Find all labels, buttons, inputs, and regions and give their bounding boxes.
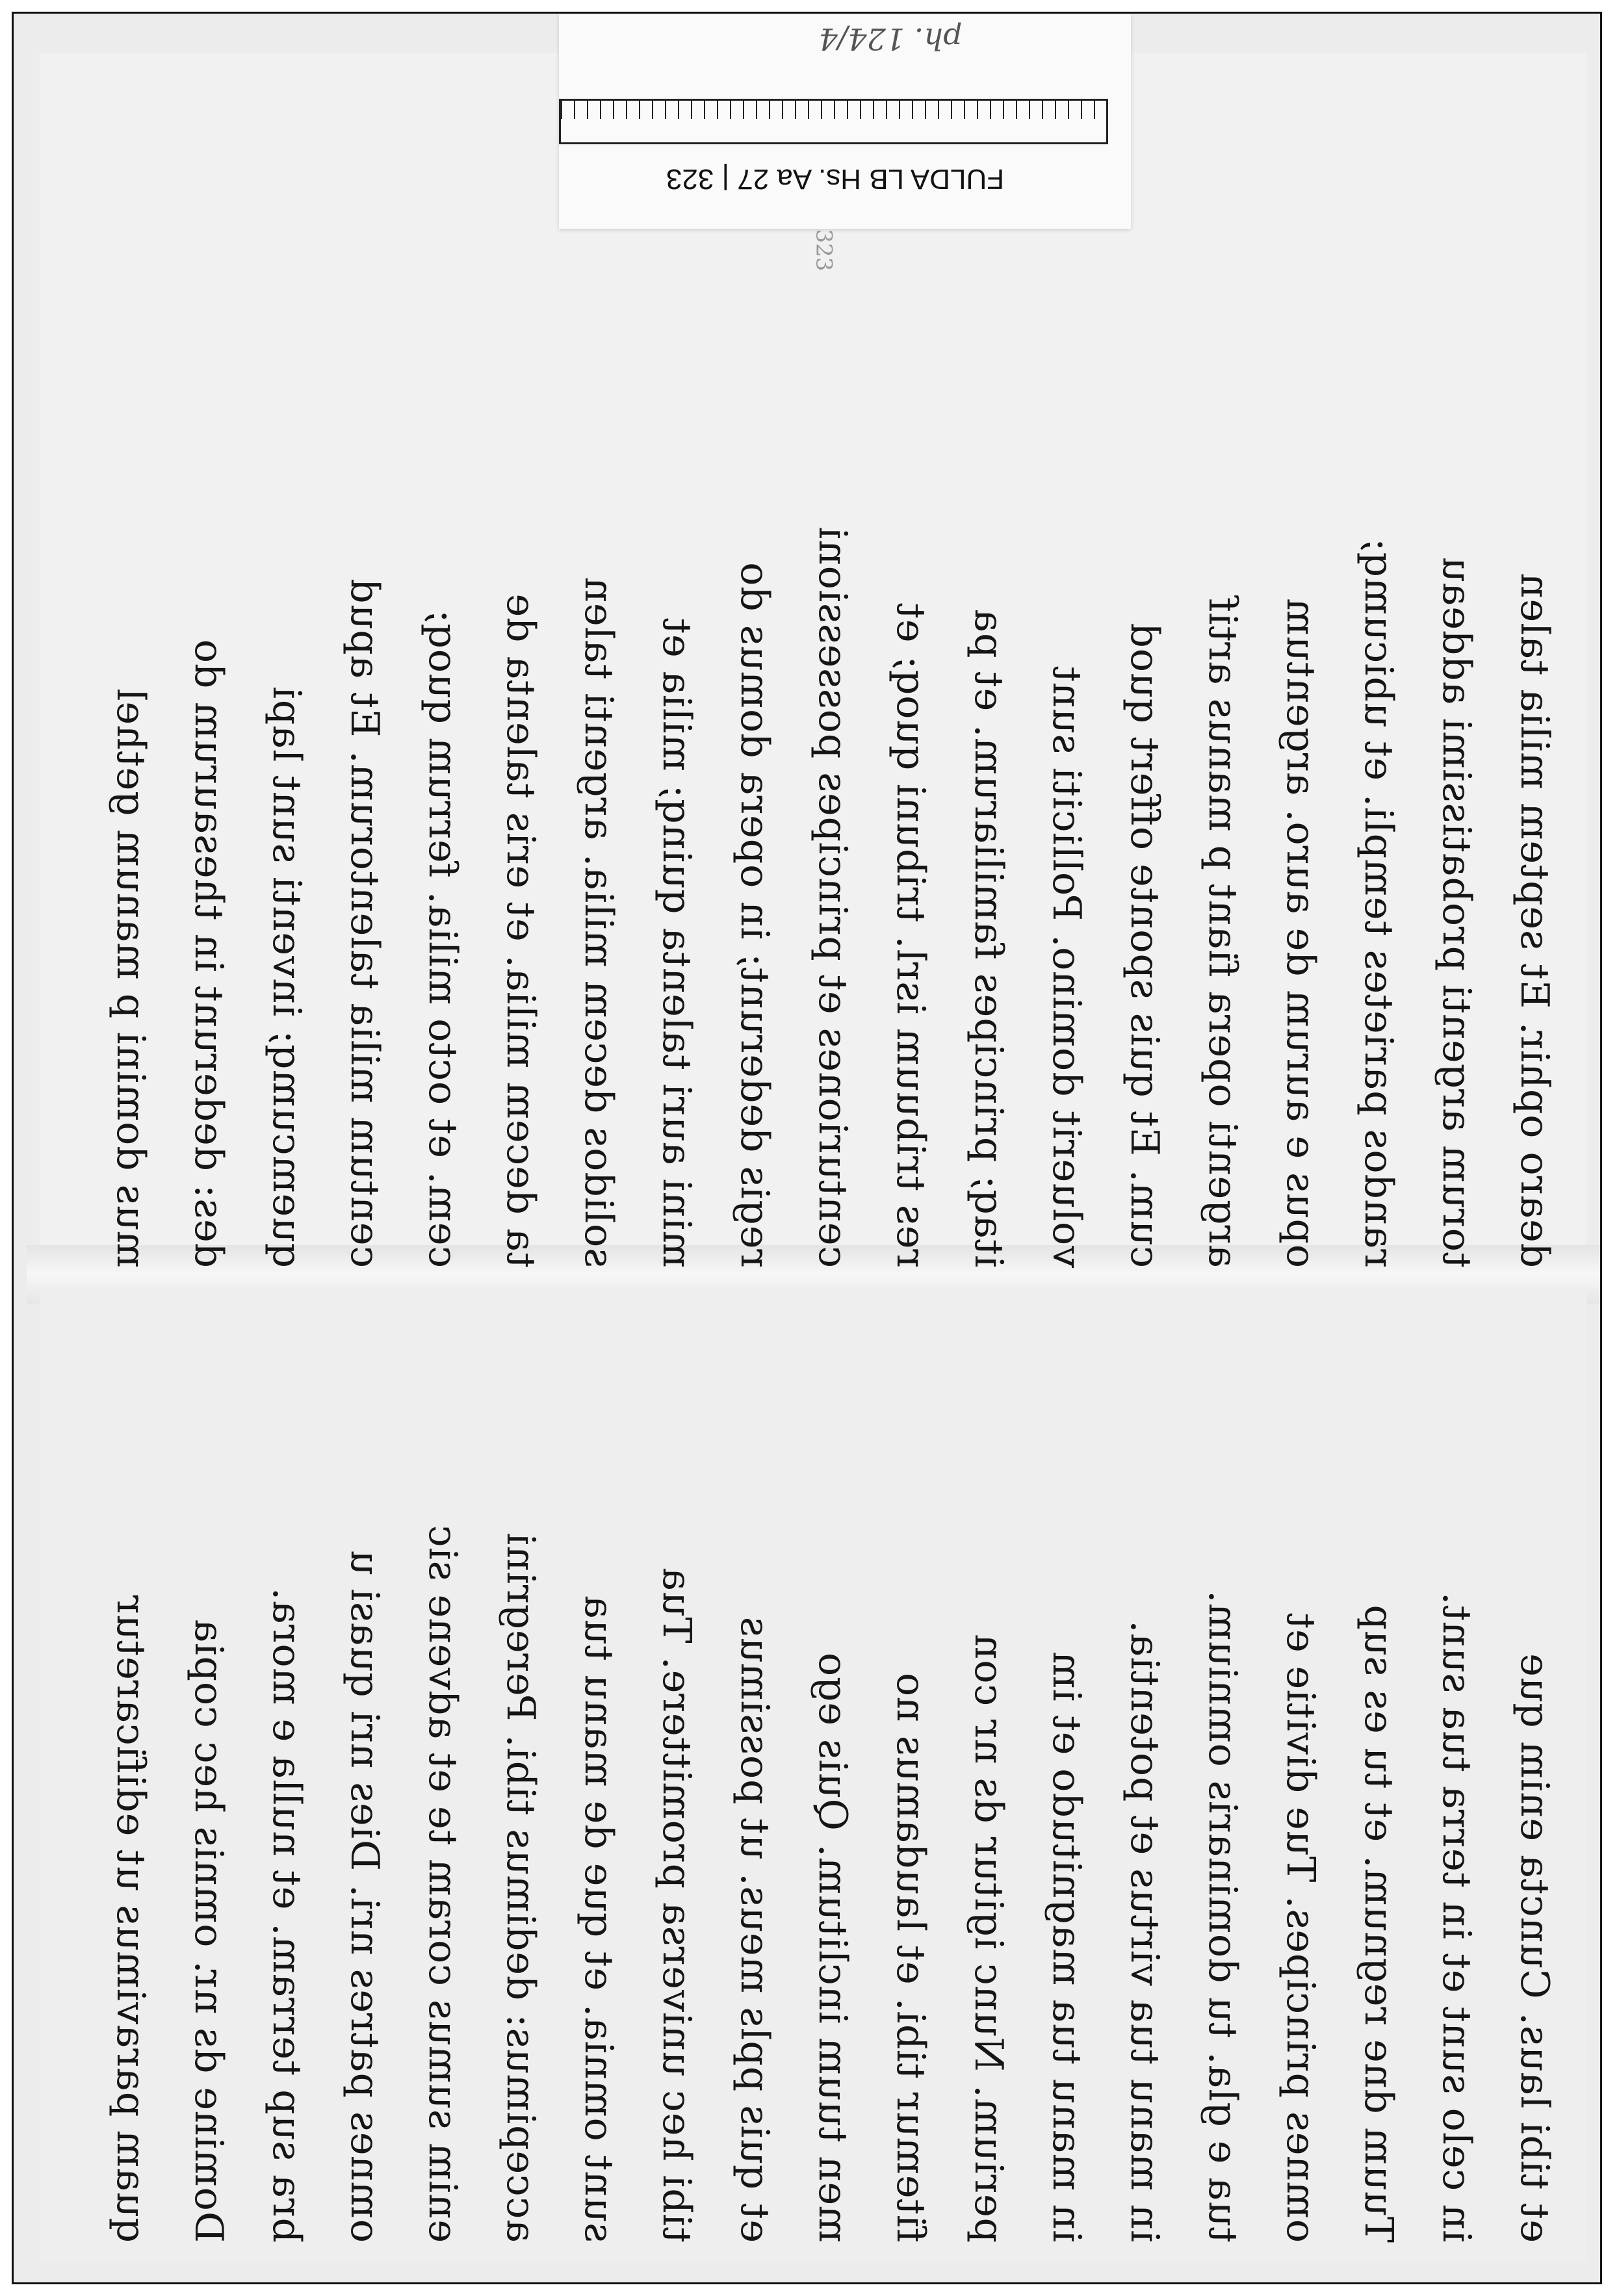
folio-number: 323 xyxy=(810,229,837,272)
right-page-line: sunt omnia. et que de manu tua xyxy=(576,1595,621,2243)
left-page-line: voluerit domino. Polliciti sunt xyxy=(1044,665,1089,1268)
left-page-line: mini auri talenta quinq; milia et xyxy=(654,617,699,1268)
shelfmark: Aa 27 xyxy=(737,163,812,195)
right-page-line: enim sumus coram te et advene sic xyxy=(420,1524,465,2243)
left-page-line: randos parietes templi. et ubicumq; xyxy=(1356,537,1401,1268)
left-page-line: ta decem milia. et eris talenta de xyxy=(498,593,543,1268)
right-page-line: in celo sunt et in terra tua sunt. xyxy=(1434,1592,1479,2243)
manuscript-photo xyxy=(12,12,1602,2284)
left-page-line: argenti opera fiant p manus artif xyxy=(1200,597,1245,1268)
left-page-line: des: dederunt in thesaurum do xyxy=(186,638,231,1268)
right-page-line: fitemur tibi. et laudamus no xyxy=(888,1672,933,2243)
left-page-line: mus domini p manum gethel xyxy=(108,688,153,1268)
handwritten-code: ph. 124/4 xyxy=(818,21,963,57)
right-page-line: accepimus: dedimus tibi. Peregrini xyxy=(498,1532,543,2243)
right-page-line: quam paravimus ut edificaretur xyxy=(108,1594,153,2243)
right-page-line: in manu tua magnitudo et im xyxy=(1044,1651,1089,2243)
left-page-line: solidos decem milia. argenti talen xyxy=(576,576,621,1268)
left-page-line: cem. et octo milia. ferrum quoq; xyxy=(420,609,465,1268)
text-column-right xyxy=(66,1346,1574,2243)
scale-ruler xyxy=(559,99,1108,144)
right-page-line: et quis ppls meus. ut possimus xyxy=(732,1616,777,2243)
left-page-line: cum. Et quis sponte offert quod xyxy=(1122,622,1167,1268)
right-page-line: bra sup terram. et nulla e mora. xyxy=(264,1587,309,2243)
text-column-left xyxy=(66,111,1574,1268)
shelfmark-text: FULDA LB Hs. Aa 27 | 323 xyxy=(666,163,1005,195)
right-page-line: men tuum inclitum. Quis ego xyxy=(810,1651,855,2243)
left-page-line: quemcumq; inventi sunt lapi xyxy=(264,686,309,1268)
right-page-line: tua e gla. tu dominaris omnium. xyxy=(1200,1590,1245,2243)
right-page-line: Domine ds nr. omnis hec copia xyxy=(186,1618,231,2243)
left-page-line: torum argenti probatissimi addeau xyxy=(1434,556,1479,1268)
left-page-line: dearo ophir. Et septem milia talen xyxy=(1512,573,1557,1268)
left-page-line: opus e aurum de auro. argentum xyxy=(1278,597,1323,1268)
library-name: FULDA LB Hs. xyxy=(818,163,1005,195)
label-folio: 323 xyxy=(666,163,714,195)
left-page-line: centum milia talentorum. Et apud xyxy=(342,578,387,1268)
right-page-line: omnes principes. Tue divitie et xyxy=(1278,1612,1323,2243)
right-page-line: tibi hec universa promittere. Tua xyxy=(654,1567,699,2243)
right-page-line: perium. Nunc igitur ds nr con xyxy=(966,1633,1011,2243)
right-page-line: et tibi laus. Cuncta enim que xyxy=(1512,1653,1557,2243)
left-page-line: res tribuum isrl. tribuni quoq; et xyxy=(888,602,933,1268)
right-page-line: omnes patres nri. Dies nri quasi u xyxy=(342,1549,387,2243)
left-page-line: centuriones et principes possessioni xyxy=(810,526,855,1268)
right-page-line: in manu tua virtus et potentia. xyxy=(1122,1619,1167,2243)
left-page-line: itaq; principes familiarum. et pa xyxy=(966,608,1011,1268)
right-page-line: Tuum dne regnum. et tu es sup xyxy=(1356,1604,1401,2243)
left-page-line: regis dederunt; in opera domus do xyxy=(732,561,777,1268)
